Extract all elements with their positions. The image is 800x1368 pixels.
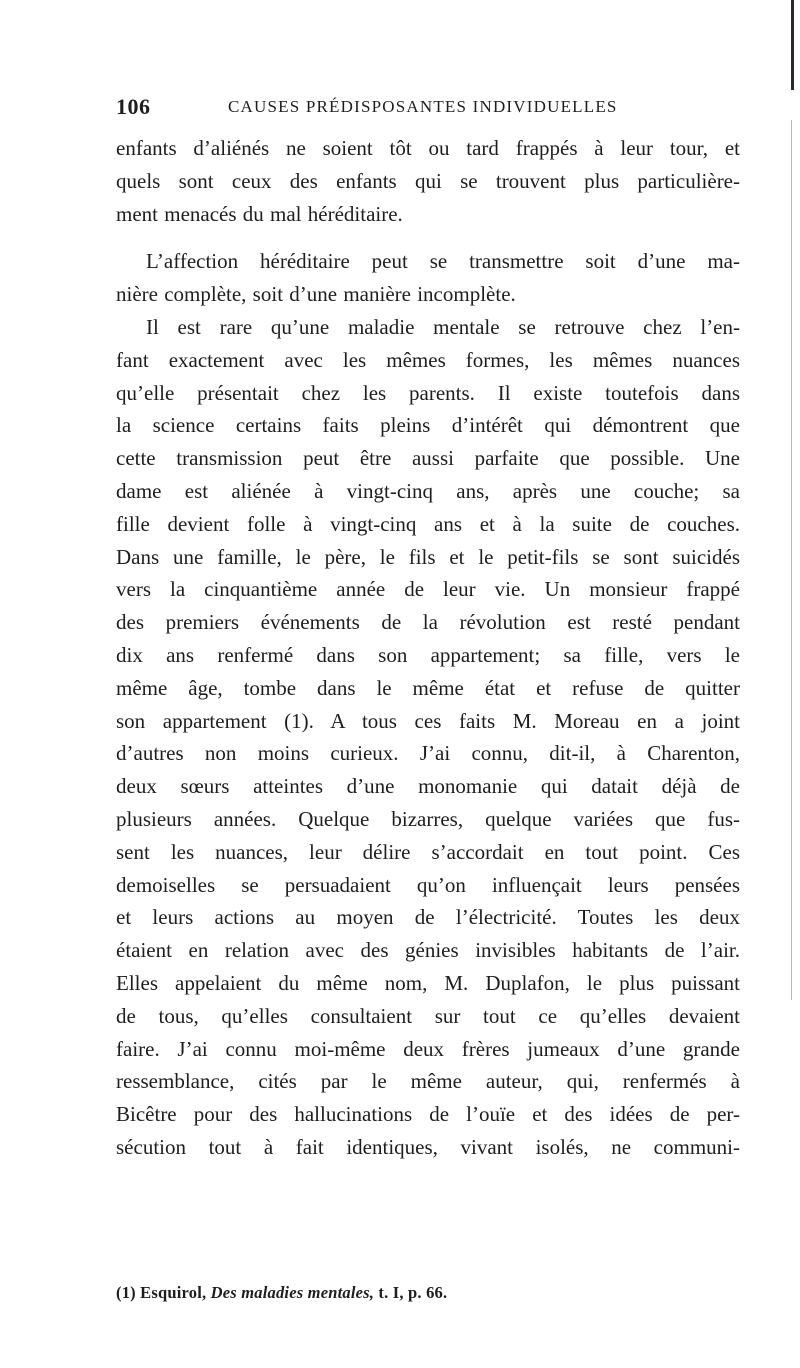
- footnote-marker: (1): [116, 1283, 136, 1302]
- text-line: ressemblance, cités par le même auteur, qui, renfermés à: [116, 1069, 740, 1094]
- text-line: étaient en relation avec des génies invisibles habitants de l’air.: [116, 938, 740, 963]
- text-line: faire. J’ai connu moi-même deux frères jumeaux d’une grande: [116, 1036, 740, 1061]
- footnote-author: Esquirol,: [140, 1283, 207, 1302]
- text-line: fille devient folle à vingt-cinq ans et à la suite de couches.: [116, 511, 740, 536]
- text-line: enfants d’aliénés ne soient tôt ou tard frappés à leur tour, et: [116, 136, 740, 160]
- text-line: sent les nuances, leur délire s’accordait en tout point. Ces: [116, 839, 740, 864]
- text-line: la science certains faits pleins d’intérêt qui démontrent que: [116, 413, 740, 438]
- text-line: d’autres non moins curieux. J’ai connu, dit-il, à Charenton,: [116, 741, 740, 766]
- footnote-reference: t. I, p. 66.: [378, 1283, 448, 1302]
- text-line: deux sœurs atteintes d’une monomanie qui datait déjà de: [116, 774, 740, 799]
- text-line: nière complète, soit d’une manière incomplète.: [116, 282, 516, 307]
- text-line: de tous, qu’elles consultaient sur tout ce qu’elles devaient: [116, 1003, 740, 1028]
- running-title: CAUSES PRÉDISPOSANTES INDIVIDUELLES: [228, 97, 618, 116]
- text-line: L’affection héréditaire peut se transmettre soit d’une ma-: [146, 249, 740, 274]
- paragraph: [116, 245, 740, 311]
- text-line: même âge, tombe dans le même état et refuse de quitter: [116, 675, 740, 700]
- body-text: [116, 132, 740, 1164]
- footnote: [116, 1283, 736, 1303]
- paragraph: [116, 132, 740, 230]
- paragraph: [116, 311, 740, 1164]
- page-edge-mark: [791, 0, 794, 90]
- text-line: quels sont ceux des enfants qui se trouvent plus particulière-: [116, 168, 740, 193]
- text-line: fant exactement avec les mêmes formes, les mêmes nuances: [116, 347, 740, 372]
- text-line: vers la cinquantième année de leur vie. Un monsieur frappé: [116, 577, 740, 602]
- page-header: [116, 94, 736, 120]
- text-line: dame est aliénée à vingt-cinq ans, après une couche; sa: [116, 478, 740, 503]
- text-line: plusieurs années. Quelque bizarres, quelque variées que fus-: [116, 806, 740, 831]
- text-line: son appartement (1). A tous ces faits M. Moreau en a joint: [116, 708, 740, 733]
- text-line: Elles appelaient du même nom, M. Duplafon, le plus puissant: [116, 970, 740, 995]
- text-line: et leurs actions au moyen de l’électricité. Toutes les deux: [116, 905, 740, 930]
- text-line: ment menacés du mal héréditaire.: [116, 201, 403, 226]
- text-line: qu’elle présentait chez les parents. Il existe toutefois dans: [116, 380, 740, 405]
- text-line: sécution tout à fait identiques, vivant isolés, ne communi-: [116, 1134, 740, 1159]
- text-line: Bicêtre pour des hallucinations de l’ouïe et des idées de per-: [116, 1102, 740, 1127]
- text-line: cette transmission peut être aussi parfaite que possible. Une: [116, 446, 740, 471]
- page-edge-shadow: [791, 120, 792, 1000]
- text-line: Il est rare qu’une maladie mentale se retrouve chez l’en-: [146, 314, 740, 339]
- page-number: 106: [116, 94, 151, 119]
- text-line: demoiselles se persuadaient qu’on influençait leurs pensées: [116, 872, 740, 897]
- text-line: dix ans renfermé dans son appartement; sa fille, vers le: [116, 642, 740, 667]
- footnote-title: Des maladies mentales,: [210, 1283, 375, 1302]
- text-line: des premiers événements de la révolution est resté pendant: [116, 610, 740, 635]
- text-line: Dans une famille, le père, le fils et le petit-fils se sont suicidés: [116, 544, 740, 569]
